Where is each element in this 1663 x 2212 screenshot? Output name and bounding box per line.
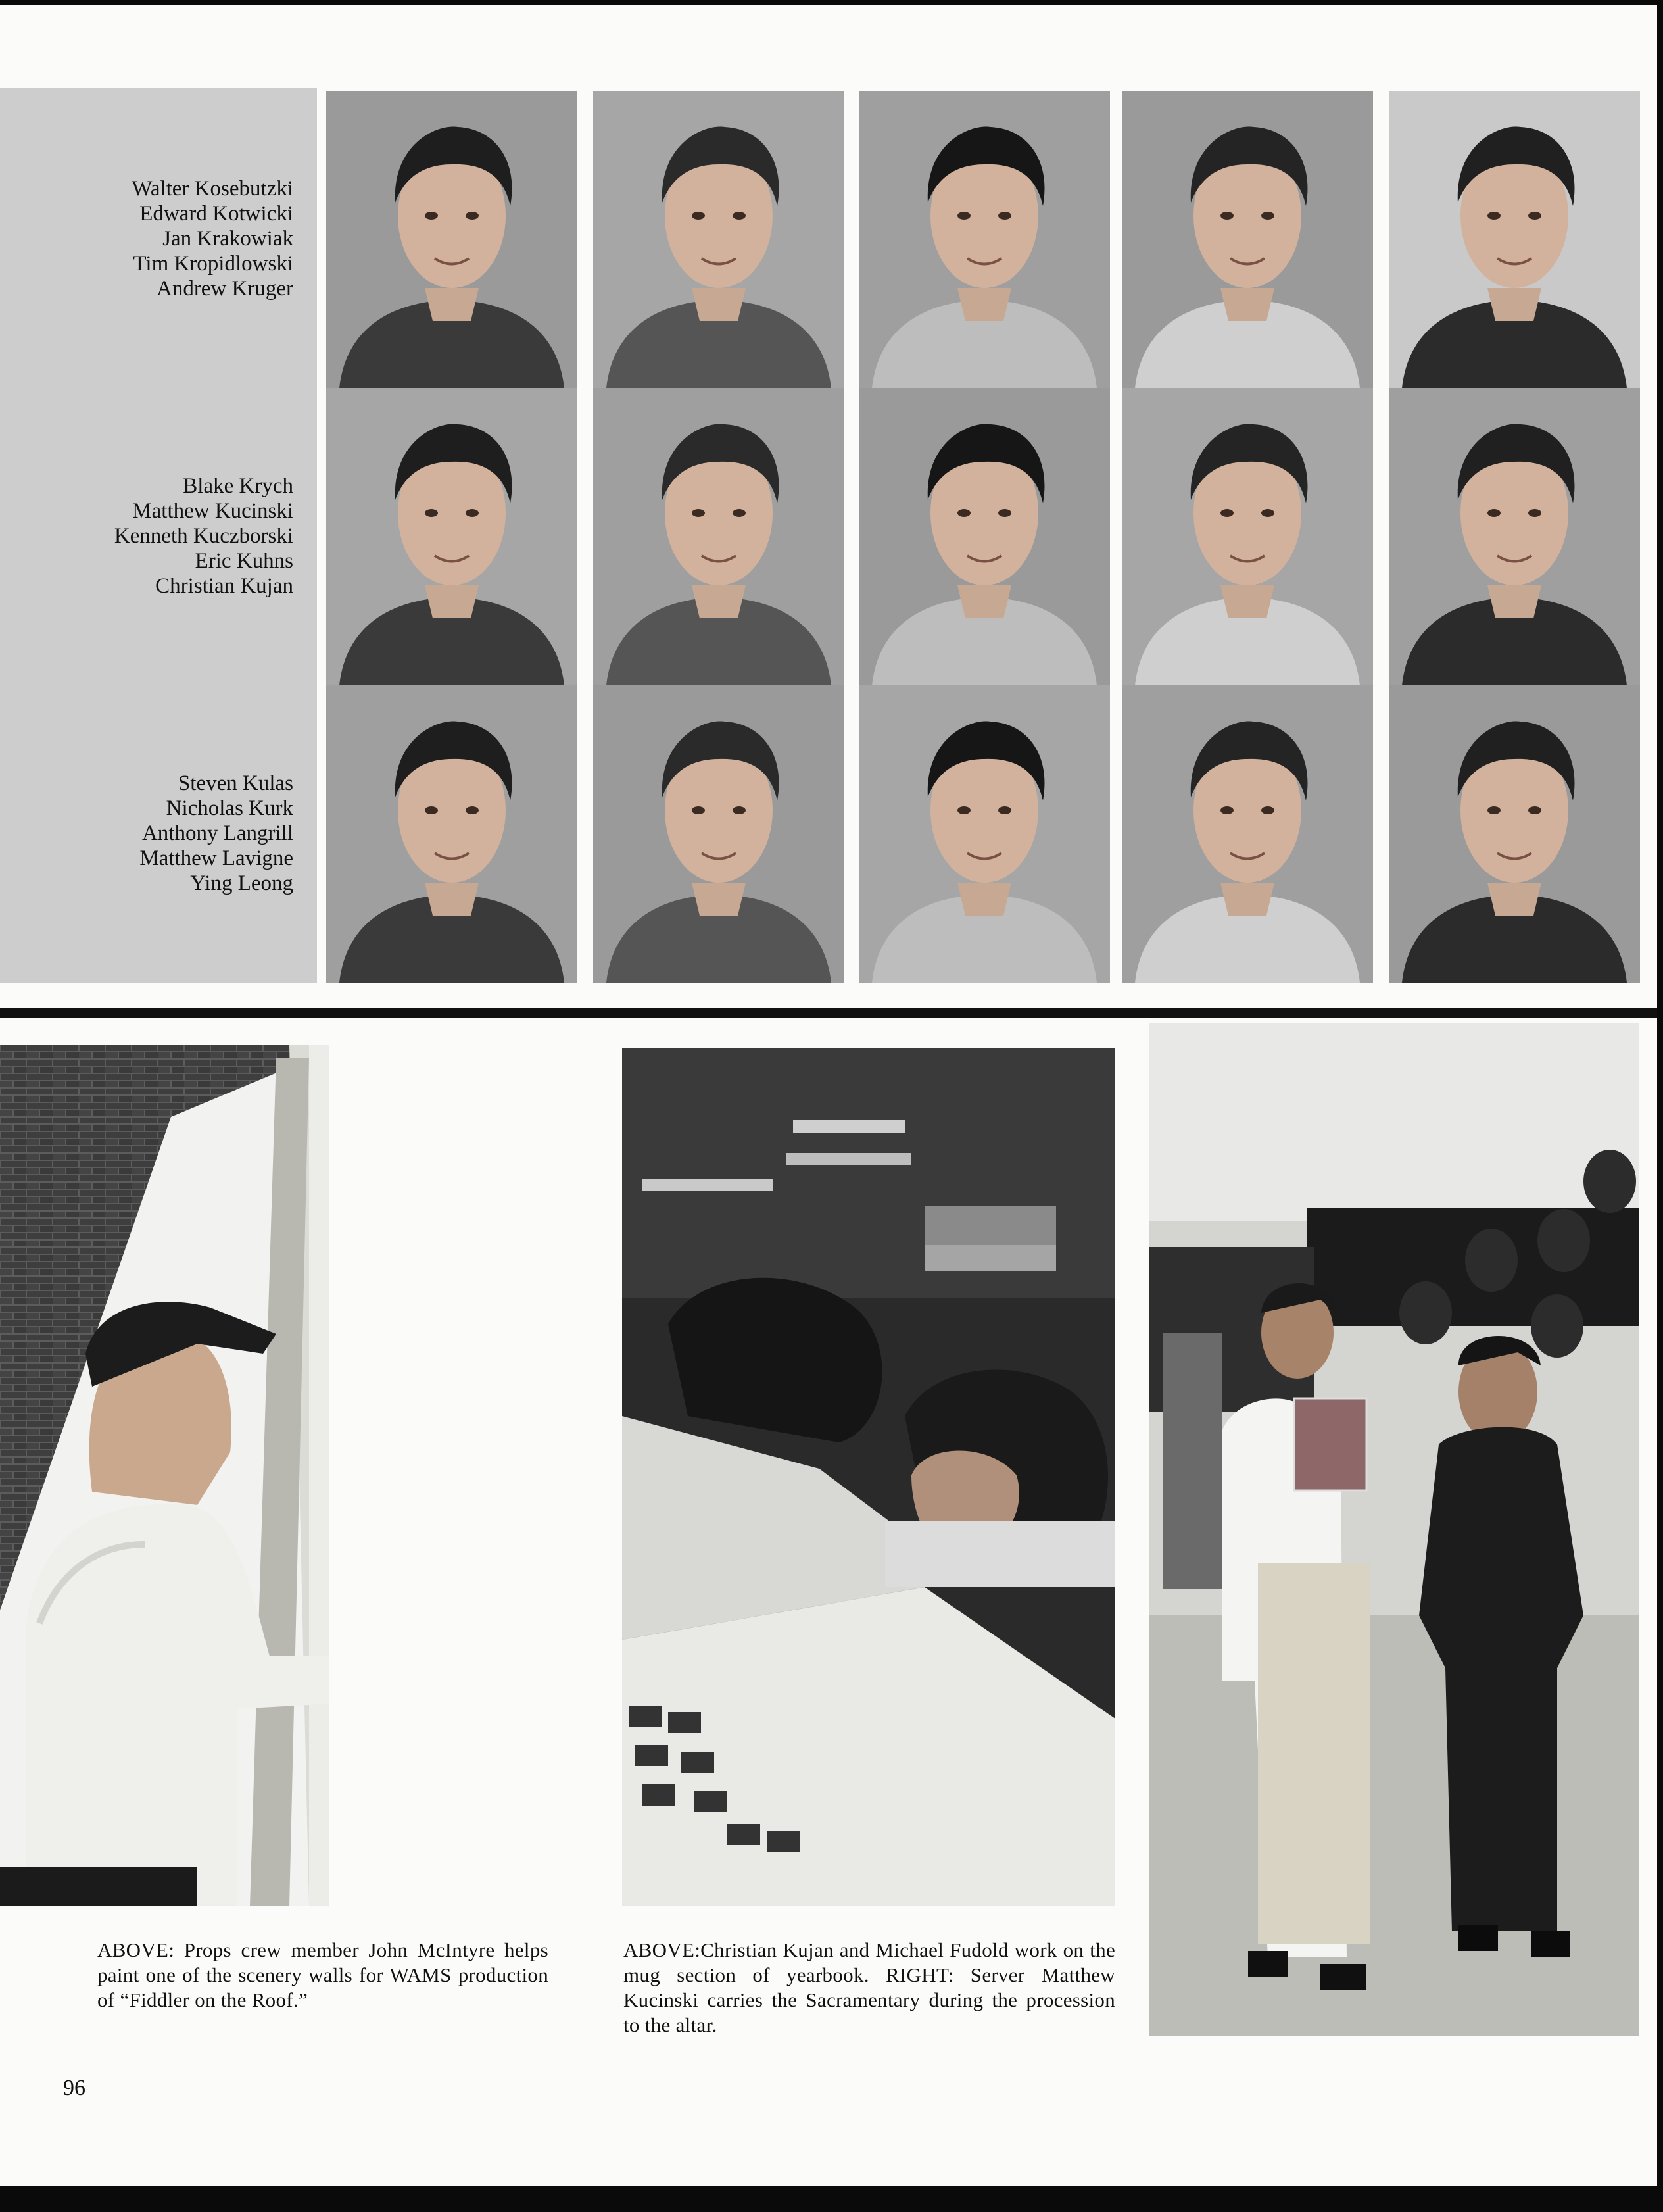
caption-middle: ABOVE:Christian Kujan and Michael Fudold work on the mug section of yearbook. RIGHT: Server Matthew Kucinski carries the Sacramentary during the procession to the altar. <box>623 1938 1115 2036</box>
name-group-row-2 <box>114 474 293 599</box>
name-group-row-1 <box>132 176 293 301</box>
name-group-row-3 <box>139 771 293 896</box>
student-portrait <box>859 91 1110 388</box>
student-name: Walter Kosebutzki <box>132 177 293 201</box>
student-name: Jan Krakowiak <box>162 227 293 251</box>
student-portrait <box>1122 685 1373 983</box>
student-portrait <box>593 388 844 685</box>
name-panel <box>0 88 317 983</box>
student-name: Matthew Kucinski <box>132 499 293 523</box>
student-portrait <box>1122 388 1373 685</box>
student-portrait <box>1389 388 1640 685</box>
student-portrait <box>593 91 844 388</box>
student-name: Blake Krych <box>183 474 293 498</box>
yearbook-page <box>0 5 1657 2186</box>
photo-yearbook-work <box>622 1048 1115 1906</box>
student-name: Anthony Langrill <box>141 822 293 845</box>
photo-props-crew <box>0 1045 329 1906</box>
student-portrait <box>326 388 577 685</box>
student-name: Kenneth Kuczborski <box>114 524 293 548</box>
student-portrait <box>1122 91 1373 388</box>
student-name: Edward Kotwicki <box>139 202 293 226</box>
student-name: Matthew Lavigne <box>139 847 293 870</box>
caption-left: ABOVE: Props crew member John McIntyre helps paint one of the scenery walls for WAMS production of “Fiddler on the Roof.” <box>97 1938 548 2011</box>
student-name: Andrew Kruger <box>156 277 293 301</box>
student-portrait <box>593 685 844 983</box>
student-name: Nicholas Kurk <box>166 797 293 820</box>
photo-procession <box>1149 1023 1639 2036</box>
student-name: Tim Kropidlowski <box>133 252 293 276</box>
student-portrait <box>326 685 577 983</box>
page-number: 96 <box>63 2076 85 2100</box>
student-portrait <box>1389 91 1640 388</box>
student-name: Eric Kuhns <box>195 549 293 573</box>
student-name: Ying Leong <box>190 872 293 895</box>
student-portrait <box>1389 685 1640 983</box>
student-portrait <box>859 685 1110 983</box>
student-portrait <box>859 388 1110 685</box>
student-portrait <box>326 91 577 388</box>
student-name: Christian Kujan <box>155 574 293 598</box>
section-divider <box>0 1008 1657 1018</box>
student-name: Steven Kulas <box>178 772 293 795</box>
